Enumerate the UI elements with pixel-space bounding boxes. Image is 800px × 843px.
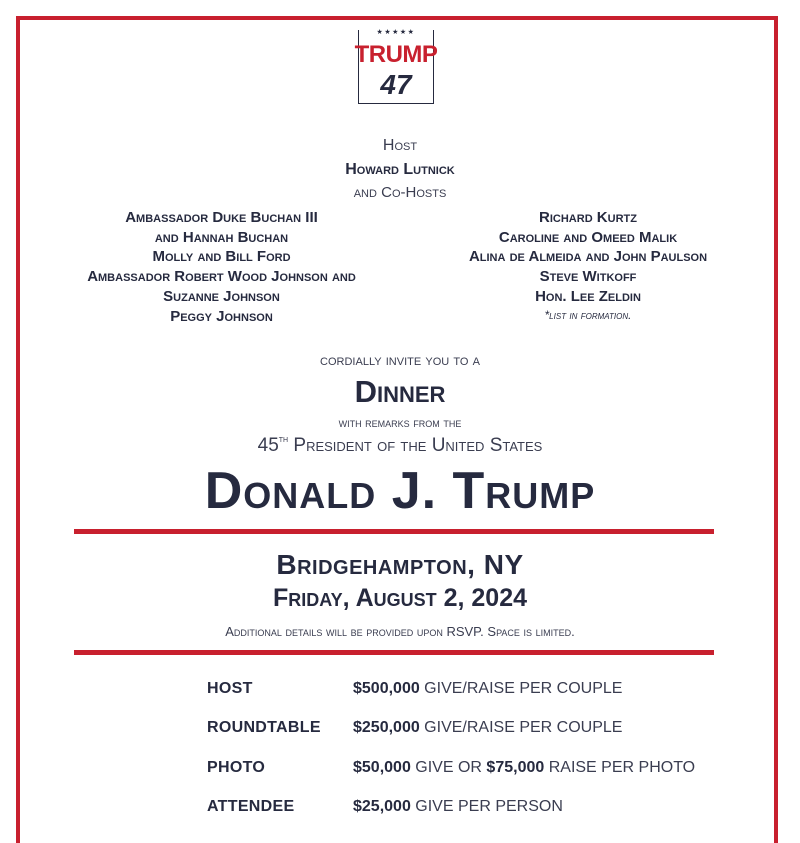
cohost-name: Steve Witkoff [539,268,637,286]
cohost-name: Alina de Almeida and John Paulson [468,248,708,266]
trump-47-logo [354,29,438,104]
logo-name: TRUMP [354,41,438,68]
president-title: President of the United States [293,435,543,456]
cohost-name: Caroline and Omeed Malik [498,228,678,246]
invite-text: cordially invite you to a [320,352,480,369]
host-name: Howard Lutnick [345,161,455,178]
remarks-text: with remarks from the [338,415,462,430]
cohost-name: Hon. Lee Zeldin [535,287,641,305]
cohost-name: Molly and Bill Ford [152,248,291,266]
cohost-name: Ambassador Duke Buchan III [125,209,318,226]
tier-name: ATTENDEE [207,798,295,815]
cohost-name: Ambassador Robert Wood Johnson and [87,268,356,286]
speaker-name: Donald J. Trump [204,462,596,520]
tier-price: $500,000 GIVE/RAISE PER COUPLE [353,680,623,697]
tier-name: PHOTO [207,759,266,776]
cohost-name: Peggy Johnson [170,307,273,325]
tier-price: $250,000 GIVE/RAISE PER COUPLE [353,719,623,736]
host-label: Host [382,137,418,154]
divider-top [74,529,714,534]
event-type: Dinner [354,374,446,409]
event-date: Friday, August 2, 2024 [273,584,527,612]
tier-name: ROUNDTABLE [207,719,321,736]
cohost-name: Richard Kurtz [539,209,637,226]
logo-number: 47 [380,69,412,100]
tier-name: HOST [207,680,253,697]
president-ordinal: th [278,434,289,445]
tier-price: $25,000 GIVE PER PERSON [353,798,563,815]
cohost-name: Suzanne Johnson [163,287,280,305]
cohost-name: and Hannah Buchan [154,228,289,246]
list-in-formation-note: *list in formation. [544,307,632,322]
divider-bottom [74,650,714,655]
president-title-line [0,434,800,457]
president-number: 45 [257,435,279,456]
stars-icon: ★★★★★ [359,28,433,36]
cohosts-right-column [420,208,756,323]
tier-price: $50,000 GIVE OR $75,000 RAISE PER PHOTO [353,759,696,776]
event-details-note: Additional details will be provided upon RSVP. Space is limited. [225,624,575,639]
event-location: Bridgehampton, NY [276,549,524,580]
cohosts-left-column [30,208,413,326]
cohost-label: and Co-Hosts [353,184,447,201]
